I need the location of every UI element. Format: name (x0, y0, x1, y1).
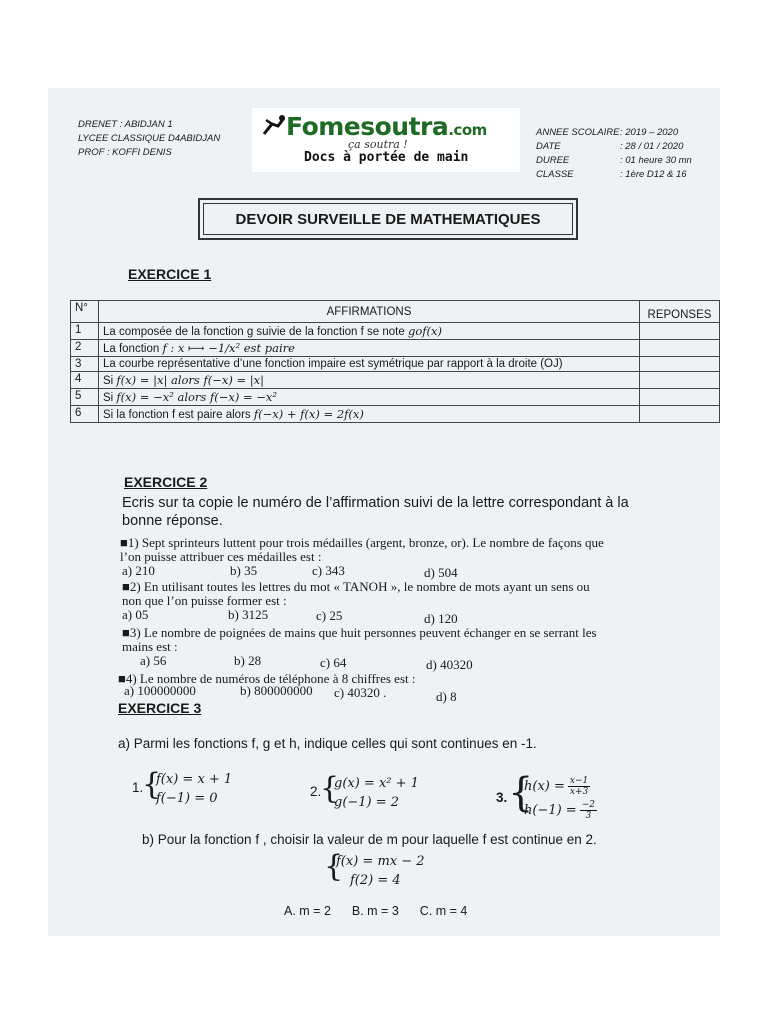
teacher-line: PROF : KOFFI DENIS (78, 147, 172, 158)
col-answers-header: REPONSES (640, 301, 720, 323)
meta-value-date: : 28 / 01 / 2020 (620, 141, 684, 152)
q1-option-a: a) 210 (122, 563, 155, 578)
runner-icon (258, 114, 288, 138)
meta-label-duration: DUREE (536, 155, 570, 166)
affirmations-table (70, 300, 720, 423)
exercise-1-title: EXERCICE 1 (128, 266, 212, 282)
q4-option-a: a) 100000000 (124, 683, 196, 698)
col-number-header: N° (71, 301, 99, 323)
exercise-2-instructions: Ecris sur ta copie le numéro de l’affirmation suivi de la lettre correspondant à la bonne réponse. (122, 495, 629, 529)
exercise-2-title: EXERCICE 2 (124, 474, 208, 490)
answer-choice-b: B. m = 3 (351, 904, 399, 918)
exam-meta-labels (536, 126, 619, 182)
q3-option-d: d) 40320 (426, 657, 473, 672)
logo-slogan: ça soutra ! (348, 138, 408, 151)
answer-choice-a: A. m = 2 (284, 904, 331, 918)
answer-cell[interactable] (640, 389, 720, 406)
exam-meta-values (620, 126, 692, 182)
q3-option-b: b) 28 (234, 653, 262, 668)
meta-label-year: ANNEE SCOLAIRE (536, 127, 620, 138)
q2-option-d: d) 120 (424, 611, 458, 626)
exercise-3-question-b: b) Pour la fonction f , choisir la valeur de m pour laquelle f est continue en 2. (142, 832, 597, 847)
table-row: 3 La courbe représentative d’une fonction impaire est symétrique par rapport à la droite (OJ) (71, 357, 720, 372)
exam-title-frame (198, 198, 578, 240)
meta-value-year: : 2019 – 2020 (620, 127, 679, 138)
answer-choices (284, 904, 467, 918)
table-row: 4 Si f(x) = |x| alors f(−x) = |x| (71, 372, 720, 389)
answer-cell[interactable] (640, 372, 720, 389)
table-row: 1 La composée de la fonction g suivie de la fonction f se note gof(x) (71, 323, 720, 340)
meta-value-class: : 1ère D12 & 16 (620, 169, 687, 180)
answer-cell[interactable] (640, 340, 720, 357)
drenet-line: DRENET : ABIDJAN 1 (78, 119, 173, 130)
system-3: 3. { h(x) = $\frac{x-1}{x+3}$ h(−1) = $\frac{-2}{3}$ (496, 770, 595, 821)
table-header-row (71, 301, 720, 323)
fomesoutra-logo (252, 108, 520, 172)
answer-cell[interactable] (640, 406, 720, 423)
q3-option-c: c) 64 (320, 655, 347, 670)
answer-cell[interactable] (640, 357, 720, 372)
question-4: ■4) Le nombre de numéros de téléphone à 8 chiffres est : (118, 671, 416, 686)
question-1: ■1) Sept sprinteurs luttent pour trois médailles (argent, bronze, or). Le nombre de façons que l’on puisse attribuer ces médailles est : (120, 535, 604, 564)
exercise-3-question-a: a) Parmi les fonctions f, g et h, indique celles qui sont continues en -1. (118, 736, 537, 751)
meta-label-class: CLASSE (536, 169, 574, 180)
q4-option-c: c) 40320 . (334, 685, 387, 700)
q1-option-b: b) 35 (230, 563, 258, 578)
q1-option-c: c) 343 (312, 563, 345, 578)
meta-value-duration: : 01 heure 30 mn (620, 155, 692, 166)
meta-label-date: DATE (536, 141, 561, 152)
exercise-3-title: EXERCICE 3 (118, 700, 202, 716)
q2-option-b: b) 3125 (228, 607, 269, 622)
answer-cell[interactable] (640, 323, 720, 340)
logo-tagline: Docs à portée de main (304, 150, 469, 165)
table-row: 2 La fonction f : x ⟼ −1/x² est paire (71, 340, 720, 357)
school-line: LYCEE CLASSIQUE D4ABIDJAN (78, 133, 221, 144)
logo-wordmark: Fomesoutra.com (286, 112, 487, 141)
answer-choice-c: C. m = 4 (419, 904, 468, 918)
q2-option-c: c) 25 (316, 608, 343, 623)
exam-title: DEVOIR SURVEILLE DE MATHEMATIQUES (203, 203, 573, 235)
school-info (78, 118, 220, 160)
q1-option-d: d) 504 (424, 565, 458, 580)
col-affirmations-header: AFFIRMATIONS (98, 301, 639, 323)
q3-option-a: a) 56 (140, 653, 167, 668)
q4-option-d: d) 8 (436, 689, 457, 704)
question-3: ■3) Le nombre de poignées de mains que huit personnes peuvent échanger en se serrant les mains est : (122, 625, 597, 654)
q4-option-b: b) 800000000 (240, 683, 313, 698)
question-2: ■2) En utilisant toutes les lettres du mot « TANOH », le nombre de mots ayant un sens ou non que l’on puisse former est : (122, 579, 590, 608)
q2-option-a: a) 05 (122, 607, 149, 622)
table-row: 6 Si la fonction f est paire alors f(−x) + f(x) = 2f(x) (71, 406, 720, 423)
table-row: 5 Si f(x) = −x² alors f(−x) = −x² (71, 389, 720, 406)
